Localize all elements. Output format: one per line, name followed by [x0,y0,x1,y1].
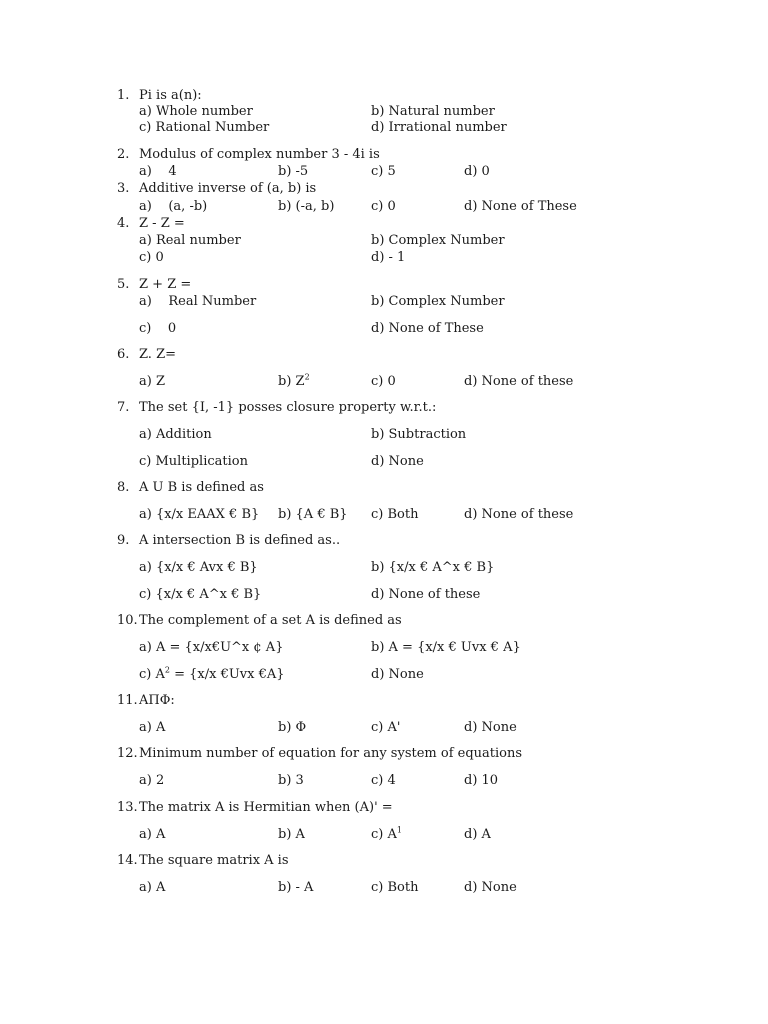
question-number: 5. [117,277,130,292]
question-text: The set {I, -1} posses closure property w.r.t.: [139,400,437,415]
option-c: c) Multiplication [139,454,248,469]
option-b: b) A [278,827,305,842]
question-number: 7. [117,400,130,415]
question-text: The complement of a set A is defined as [139,613,402,628]
option-a: a) Addition [139,427,212,442]
question-text: Pi is a(n): [139,88,202,103]
option-a: a) Z [139,374,165,389]
option-d: d) Irrational number [371,120,507,135]
question-14 [117,853,737,895]
option-c: c) Both [371,507,419,522]
option-d: d) - 1 [371,250,406,265]
option-a: a) A [139,827,166,842]
question-number: 9. [117,533,130,548]
option-a: a) A [139,720,166,735]
option-b: b) Subtraction [371,427,467,442]
option-b: b) {x/x € A^x € B} [371,560,495,575]
option-c: c) 0 [371,199,396,214]
question-9 [117,533,737,602]
option-c: c) Rational Number [139,120,270,135]
question-text: Z. Z= [139,347,176,362]
option-b: b) $Z^2$ [278,372,310,389]
question-6 [117,347,737,389]
question-text: Z + Z = [139,277,192,292]
question-text: The matrix A is Hermitian when (A)' = [139,800,393,815]
option-b: b) A = {x/x € Uvx € A} [371,640,521,655]
option-b: b) -5 [278,164,309,179]
option-d: d) None of these [464,507,574,522]
option-c: c) 0 [139,250,164,265]
option-c: c) $A^2 = \{x/x$ €Uvx €A} [139,665,285,682]
option-a: a) {x/x € Avx € B} [139,560,258,575]
option-c: c) A' [371,720,401,735]
option-b: b) Natural number [371,104,495,119]
option-a: a) A [139,880,166,895]
option-c: c) 5 [371,164,396,179]
question-number: 14. [117,853,138,868]
option-d: d) None [464,880,517,895]
question-number: 13. [117,800,138,815]
question-11 [117,693,737,735]
option-a: a) {x/x EAAX € B} [139,507,260,522]
question-8 [117,480,737,522]
question-text: AΠΦ: [139,693,175,708]
question-number: 2. [117,147,130,162]
question-10 [117,613,737,682]
option-d: d) None of These [464,199,577,214]
option-d: d) None [464,720,517,735]
question-number: 4. [117,216,130,231]
superscript: 1 [396,825,402,835]
question-13 [117,800,737,842]
question-7 [117,400,737,469]
option-c: c) $A^1$ [371,825,402,842]
question-text: Minimum number of equation for any system of equations [139,746,523,761]
option-a: a) 4 [139,164,177,179]
option-d: d) None [371,667,424,682]
superscript: 2 [304,372,310,382]
option-d: d) None of these [371,587,481,602]
question-number: 3. [117,181,130,196]
question-3 [117,181,737,214]
option-a: a) 2 [139,773,165,788]
option-b: b) (-a, b) [278,199,335,214]
option-d: d) None [371,454,424,469]
option-d: d) 10 [464,773,499,788]
question-text: The square matrix A is [139,853,289,868]
option-a: a) Whole number [139,104,253,119]
option-c: c) 4 [371,773,396,788]
option-a: a) Real number [139,233,241,248]
question-4 [117,216,737,265]
option-d: d) None of these [464,374,574,389]
question-text: A U B is defined as [139,480,264,495]
question-number: 1. [117,88,130,103]
question-number: 11. [117,693,138,708]
question-2 [117,147,737,179]
option-b: b) - A [278,880,314,895]
question-number: 8. [117,480,130,495]
question-number: 12. [117,746,138,761]
question-number: 10. [117,613,138,628]
question-12 [117,746,737,788]
question-5 [117,277,737,336]
option-b: b) 3 [278,773,304,788]
question-text: Additive inverse of (a, b) is [139,181,317,196]
question-number: 6. [117,347,130,362]
question-text: A intersection B is defined as.. [139,533,341,548]
option-b: b) {A € B} [278,507,348,522]
option-b: b) Complex Number [371,233,505,248]
option-d: d) 0 [464,164,490,179]
option-a: a) Real Number [139,294,257,309]
option-d: d) None of These [371,321,484,336]
option-b: b) Φ [278,720,307,735]
option-a: a) A = {x/x€U^x ¢ A} [139,640,284,655]
option-a: a) (a, -b) [139,199,208,214]
option-d: d) A [464,827,491,842]
question-text: Modulus of complex number 3 - 4i is [139,147,380,162]
question-text: Z - Z = [139,216,185,231]
option-c: c) 0 [139,321,177,336]
question-1 [117,88,737,135]
option-c: c) 0 [371,374,396,389]
option-b: b) Complex Number [371,294,505,309]
superscript: 2 [164,665,170,675]
option-c: c) {x/x € A^x € B} [139,587,262,602]
option-c: c) Both [371,880,419,895]
